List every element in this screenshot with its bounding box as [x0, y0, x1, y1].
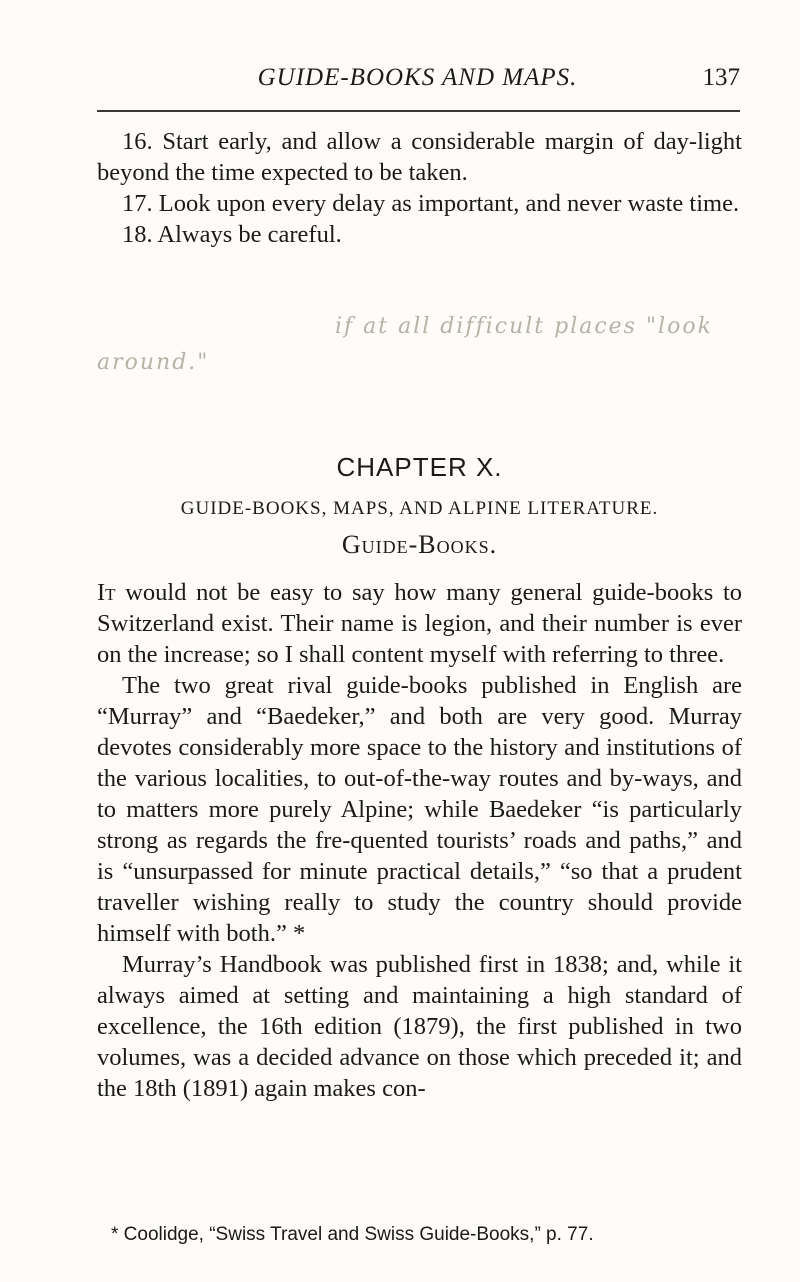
rule-17: 17. Look upon every delay as important, and never waste time. [122, 190, 740, 217]
chapter-title: CHAPTER X. [336, 452, 503, 482]
rule-18: 18. Always be careful. [122, 221, 342, 248]
chapter-subtitle: GUIDE-BOOKS, MAPS, AND ALPINE LITERATURE. [180, 498, 659, 519]
running-head [95, 60, 740, 100]
handwritten-note-line2: around." [97, 350, 210, 375]
paragraph-1-rest: would not be easy to say how many general guide-books to Switzerland exist. Their name is legion, and their number is ever on the increase; so I shall content myself with referring to three. [97, 579, 742, 668]
paragraph-1-lead: It [97, 579, 116, 606]
footnote: * Coolidge, “Swiss Travel and Swiss Guide-Books,” p. 77. [111, 1224, 594, 1245]
running-title: GUIDE-BOOKS AND MAPS. [257, 64, 578, 91]
paragraph-2: The two great rival guide-books published in English are “Murray” and “Baedeker,” and both are very good. Murray devotes considerably more space to the history and institutions of the various localities, to out-of-the-way routes and by-ways, and to matters more purely Alpine; while Baedeker “is particularly strong as regards the fre-quented tourists’ roads and paths,” and is “unsurpassed for minute practical details,” “so that a prudent traveller wishing really to study the country should provide himself with both.” * [97, 672, 742, 947]
paragraph-3: Murray’s Handbook was published first in 1838; and, while it always aimed at setting and maintaining a high standard of excellence, the 16th edition (1879), the first published in two volumes, was a decided advance on those which preceded it; and the 18th (1891) again makes con- [97, 951, 742, 1102]
handwritten-note-line1: if at all difficult places "look [335, 314, 713, 339]
paragraph-1 [97, 577, 742, 670]
section-heading: Guide-Books. [341, 530, 498, 559]
chapter-body [97, 577, 742, 1104]
header-rule [97, 110, 740, 112]
page-number: 137 [702, 64, 740, 91]
rule-16: 16. Start early, and allow a considerable margin of day-light beyond the time expected to be taken. [97, 128, 742, 186]
rules-list [97, 126, 742, 250]
